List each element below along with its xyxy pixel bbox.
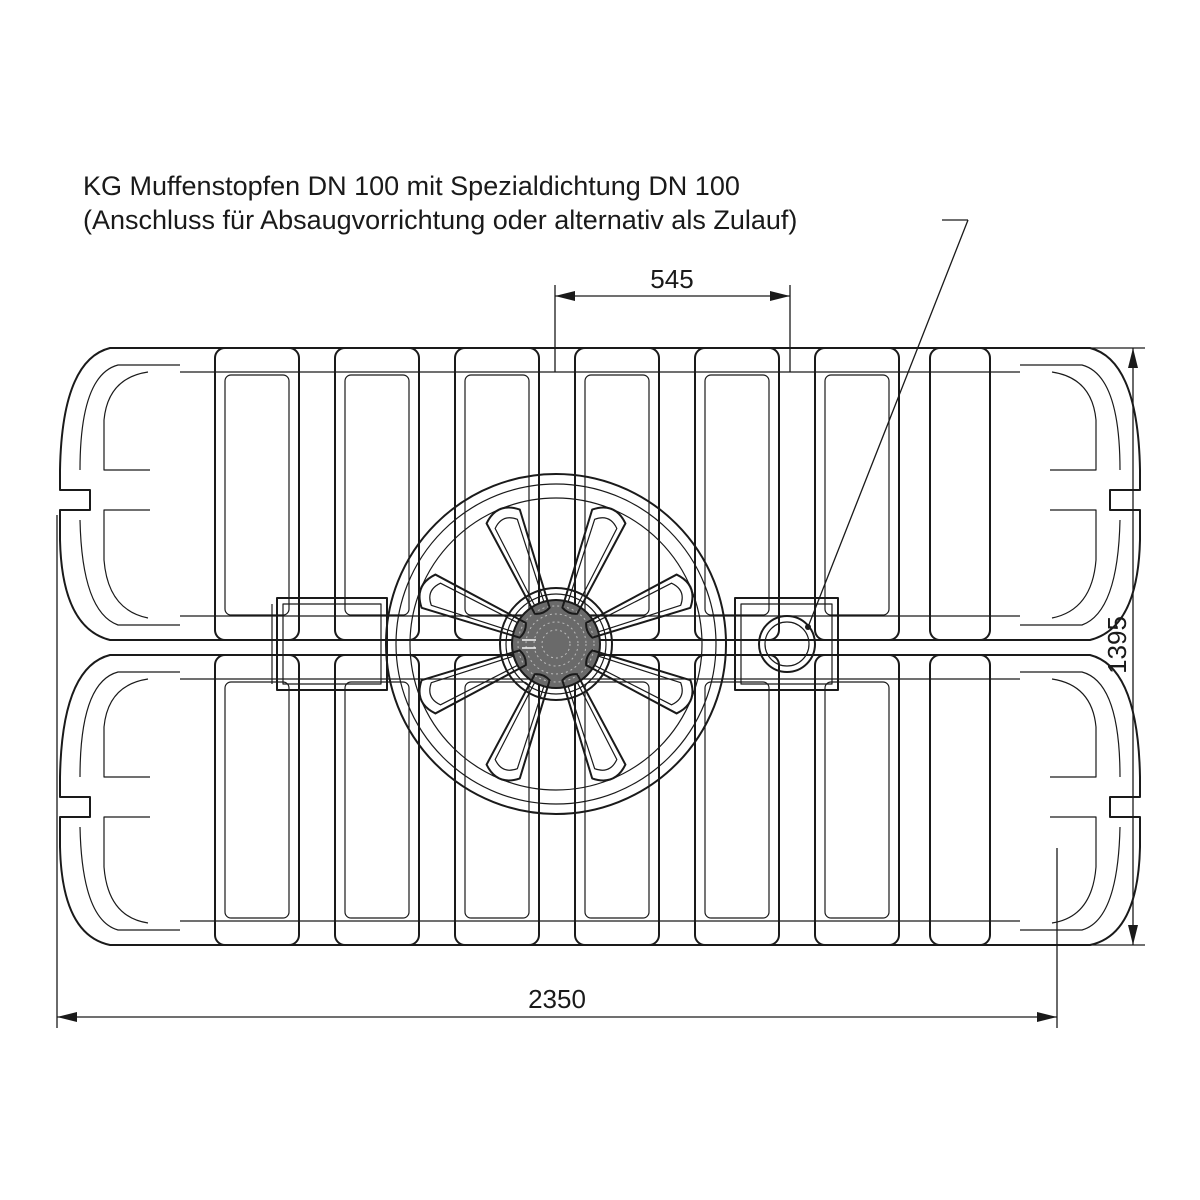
dimension-1395 [1040,348,1145,945]
tank-upper-half [60,348,1140,640]
dimension-1395-label: 1395 [1102,616,1132,674]
lower-ribs [215,655,990,945]
dimension-2350-label: 2350 [528,984,586,1014]
dimension-545 [555,264,790,372]
tank-lower-half [60,655,1140,945]
dome [386,474,726,814]
dimension-545-label: 545 [650,264,694,294]
left-connector [272,598,387,690]
dimension-2350 [57,515,1057,1028]
right-connector [735,598,838,690]
callout-line-1: KG Muffenstopfen DN 100 mit Spezialdichtung DN 100 [83,171,740,201]
callout-leader [805,220,968,630]
upper-ribs [215,348,990,640]
filter-basket [512,600,600,688]
callout-line-2: (Anschluss für Absaugvorrichtung oder alternativ als Zulauf) [83,205,798,235]
muffenstopfen-plug [759,616,815,672]
